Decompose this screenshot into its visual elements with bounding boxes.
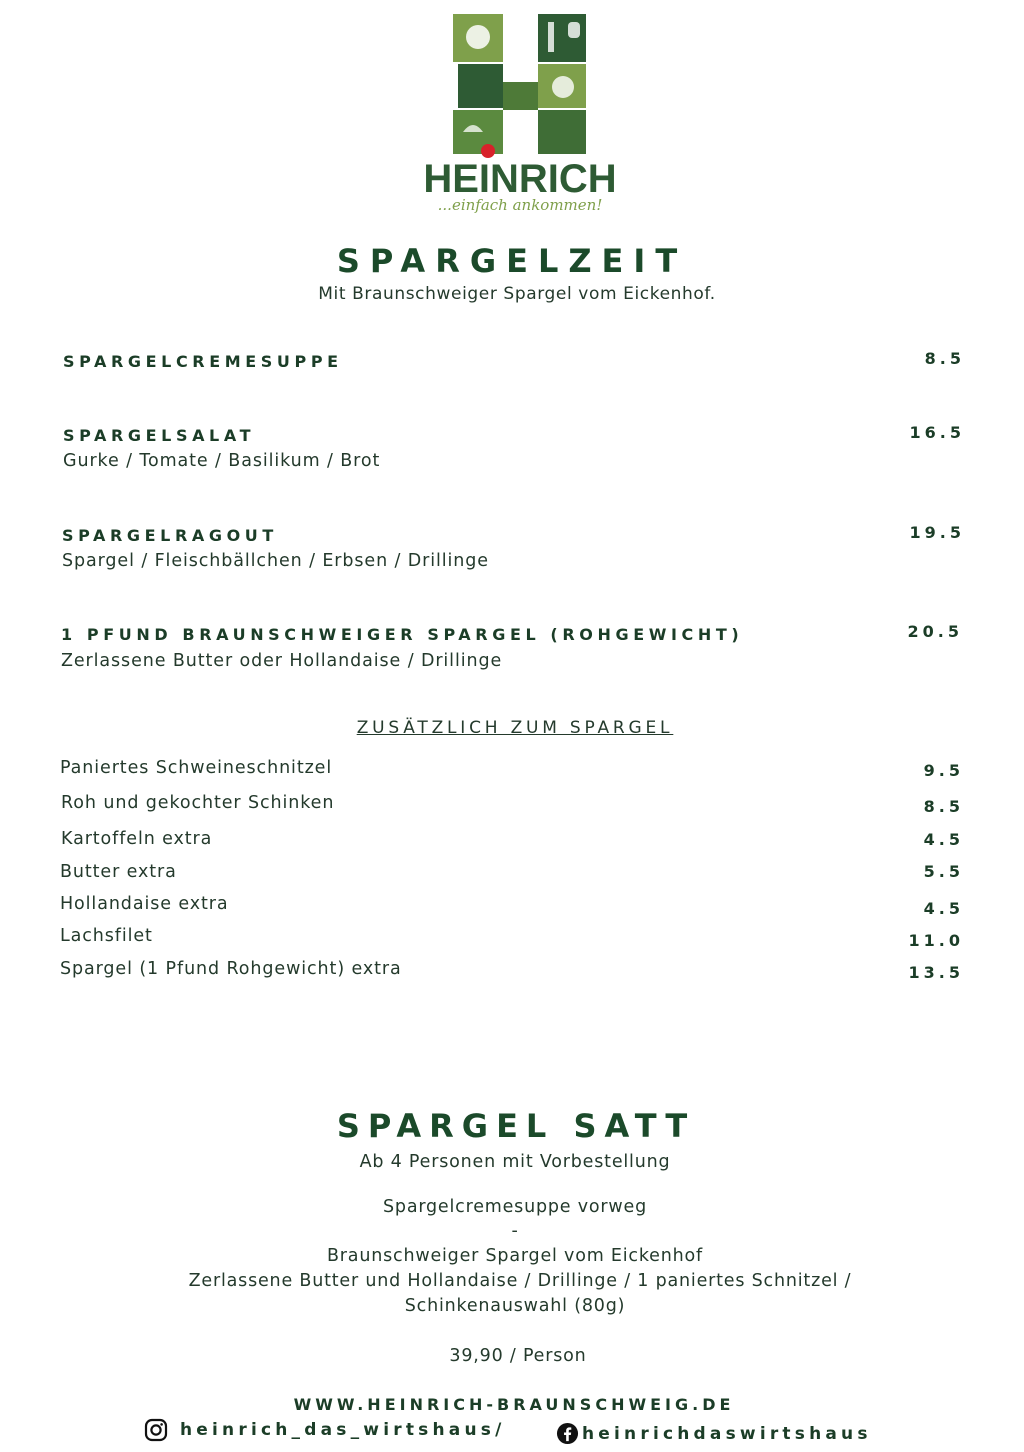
facebook-link[interactable]	[556, 1422, 872, 1445]
instagram-handle: heinrich_das_wirtshaus/	[180, 1420, 506, 1440]
menu-item-name: SPARGELCREMESUPPE	[63, 352, 343, 371]
instagram-link[interactable]	[144, 1418, 505, 1442]
menu-item-price: 16.5	[909, 423, 965, 442]
extra-item-name: Roh und gekochter Schinken	[61, 793, 335, 813]
menu-item-name: 1 PFUND BRAUNSCHWEIGER SPARGEL (ROHGEWICHT)	[61, 625, 744, 644]
menu-item-name: SPARGELSALAT	[63, 426, 256, 445]
menu-item-name: SPARGELRAGOUT	[62, 526, 278, 545]
logo-mark	[408, 12, 632, 217]
satt-line: Braunschweiger Spargel vom Eickenhof	[327, 1246, 703, 1266]
extra-item-price: 13.5	[908, 963, 964, 982]
section-title-spargelzeit: SPARGELZEIT	[336, 242, 688, 280]
logo-tagline: ...einfach ankommen!	[437, 196, 603, 214]
extra-item-price: 9.5	[923, 761, 964, 780]
logo-wordmark: HEINRICH	[423, 157, 617, 201]
extra-item-price: 4.5	[923, 899, 964, 918]
section-subtitle: Mit Braunschweiger Spargel vom Eickenhof.	[318, 284, 716, 304]
satt-line: Schinkenauswahl (80g)	[404, 1296, 626, 1316]
satt-line: -	[511, 1221, 519, 1241]
facebook-icon	[556, 1422, 579, 1445]
menu-item-description: Spargel / Fleischbällchen / Erbsen / Drillinge	[62, 551, 489, 571]
menu-item-description: Gurke / Tomate / Basilikum / Brot	[63, 451, 381, 471]
extra-item-name: Lachsfilet	[60, 926, 153, 946]
section-title-spargel-satt: SPARGEL SATT	[336, 1107, 696, 1145]
satt-price: 39,90 / Person	[449, 1346, 587, 1366]
menu-item-price: 8.5	[924, 349, 965, 368]
extra-item-name: Paniertes Schweineschnitzel	[60, 758, 333, 778]
heinrich-logo	[408, 12, 632, 217]
facebook-handle: heinrichdaswirtshaus	[582, 1423, 872, 1444]
section-subtitle: Ab 4 Personen mit Vorbestellung	[359, 1152, 671, 1172]
extra-item-price: 11.0	[908, 931, 964, 950]
extras-heading: ZUSÄTZLICH ZUM SPARGEL	[356, 718, 674, 738]
menu-item-price: 19.5	[909, 523, 965, 542]
extra-item-price: 8.5	[923, 797, 964, 816]
extra-item-name: Kartoffeln extra	[61, 829, 213, 849]
extra-item-name: Hollandaise extra	[60, 894, 229, 914]
logo-h-glyph	[453, 14, 586, 158]
extra-item-price: 5.5	[923, 862, 964, 881]
extra-item-name: Spargel (1 Pfund Rohgewicht) extra	[60, 959, 402, 979]
satt-line: Zerlassene Butter und Hollandaise / Drillinge / 1 paniertes Schnitzel /	[188, 1271, 852, 1291]
website-link[interactable]: WWW.HEINRICH-BRAUNSCHWEIG.DE	[293, 1395, 735, 1414]
extra-item-name: Butter extra	[60, 862, 177, 882]
satt-line: Spargelcremesuppe vorweg	[383, 1197, 647, 1217]
extra-item-price: 4.5	[923, 830, 964, 849]
menu-item-price: 20.5	[907, 622, 963, 641]
menu-item-description: Zerlassene Butter oder Hollandaise / Drillinge	[61, 651, 503, 671]
instagram-icon	[144, 1418, 168, 1442]
